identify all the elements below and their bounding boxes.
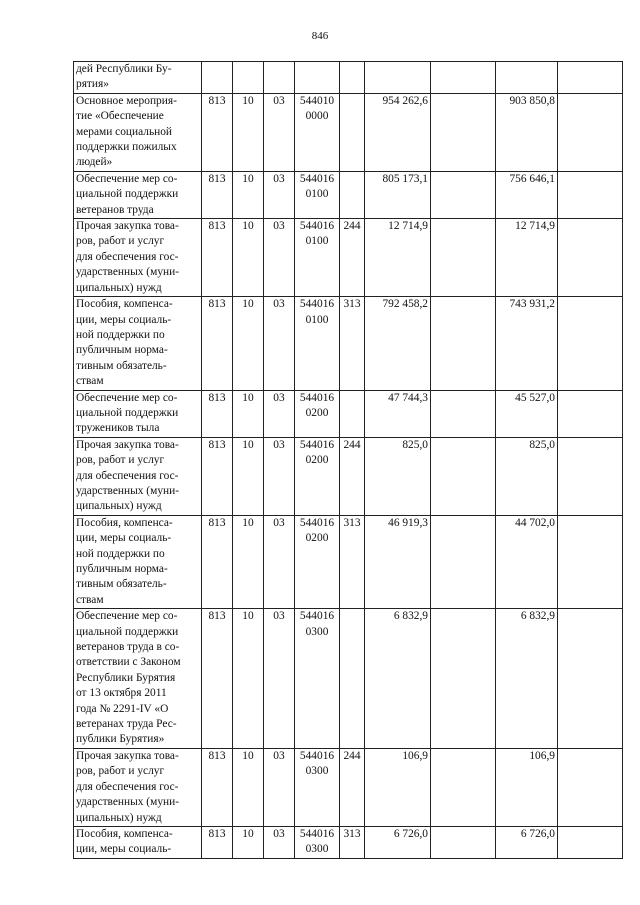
cell-gr: 813	[202, 748, 233, 826]
cell-sum-3: 106,9	[496, 748, 558, 826]
cell-pr: 03	[264, 437, 295, 515]
cell-name: Обеспечение мер со- циальной поддержки тружеников тыла	[74, 390, 202, 437]
cell-sum-1: 825,0	[365, 437, 431, 515]
cell-sum-2	[431, 219, 496, 297]
cell-sum-2	[431, 297, 496, 390]
cell-csr: 544016 0100	[295, 219, 340, 297]
cell-gr: 813	[202, 609, 233, 749]
cell-vr	[340, 171, 365, 218]
cell-name: Прочая закупка това- ров, работ и услуг для обеспечения гос- ударственных (муни- ципальных) нужд	[74, 437, 202, 515]
cell-sum-2	[431, 826, 496, 858]
table-row	[74, 826, 623, 858]
cell-rz: 10	[233, 93, 264, 171]
cell-pr: 03	[264, 826, 295, 858]
table-row	[74, 62, 623, 94]
cell-sum-2	[431, 609, 496, 749]
cell-sum-3	[496, 62, 558, 94]
table-row	[74, 219, 623, 297]
cell-csr: 544016 0300	[295, 609, 340, 749]
cell-sum-1: 792 458,2	[365, 297, 431, 390]
cell-sum-1: 46 919,3	[365, 515, 431, 608]
cell-sum-3: 44 702,0	[496, 515, 558, 608]
cell-sum-3: 903 850,8	[496, 93, 558, 171]
cell-pr	[264, 62, 295, 94]
cell-name: Прочая закупка това- ров, работ и услуг для обеспечения гос- ударственных (муни- ципальных) нужд	[74, 219, 202, 297]
cell-vr	[340, 390, 365, 437]
cell-pr: 03	[264, 390, 295, 437]
cell-sum-1	[365, 62, 431, 94]
cell-csr: 544016 0300	[295, 748, 340, 826]
cell-sum-3: 6 832,9	[496, 609, 558, 749]
cell-vr: 244	[340, 219, 365, 297]
cell-sum-1: 6 832,9	[365, 609, 431, 749]
cell-vr: 313	[340, 515, 365, 608]
table-row	[74, 171, 623, 218]
cell-sum-2	[431, 171, 496, 218]
cell-pr: 03	[264, 748, 295, 826]
cell-sum-3: 825,0	[496, 437, 558, 515]
cell-sum-1: 954 262,6	[365, 93, 431, 171]
table-row	[74, 437, 623, 515]
cell-sum-2	[431, 437, 496, 515]
cell-vr: 244	[340, 437, 365, 515]
cell-sum-2	[431, 93, 496, 171]
table-row	[74, 390, 623, 437]
cell-sum-1: 12 714,9	[365, 219, 431, 297]
table-row	[74, 297, 623, 390]
cell-sum-1: 6 726,0	[365, 826, 431, 858]
cell-vr	[340, 609, 365, 749]
cell-rz: 10	[233, 390, 264, 437]
cell-gr: 813	[202, 171, 233, 218]
table-body	[74, 62, 623, 859]
cell-sum-2	[431, 748, 496, 826]
cell-name: Пособия, компенса- ции, меры социаль- ной поддержки по публичным норма- тивным обязатель- ствам	[74, 297, 202, 390]
cell-gr: 813	[202, 437, 233, 515]
cell-empty	[558, 390, 623, 437]
cell-empty	[558, 826, 623, 858]
cell-rz	[233, 62, 264, 94]
cell-empty	[558, 609, 623, 749]
cell-sum-1: 106,9	[365, 748, 431, 826]
table-row	[74, 609, 623, 749]
cell-sum-3: 12 714,9	[496, 219, 558, 297]
cell-pr: 03	[264, 171, 295, 218]
cell-csr: 544016 0200	[295, 437, 340, 515]
cell-sum-1: 47 744,3	[365, 390, 431, 437]
cell-empty	[558, 437, 623, 515]
cell-pr: 03	[264, 219, 295, 297]
cell-gr: 813	[202, 93, 233, 171]
cell-sum-3: 756 646,1	[496, 171, 558, 218]
cell-vr	[340, 93, 365, 171]
cell-csr: 544016 0300	[295, 826, 340, 858]
cell-empty	[558, 62, 623, 94]
cell-name: Пособия, компенса- ции, меры социаль- ной поддержки по публичным норма- тивным обязатель- ствам	[74, 515, 202, 608]
cell-vr	[340, 62, 365, 94]
cell-sum-3: 6 726,0	[496, 826, 558, 858]
cell-name: Пособия, компенса- ции, меры социаль-	[74, 826, 202, 858]
cell-rz: 10	[233, 219, 264, 297]
budget-table	[73, 61, 623, 859]
cell-rz: 10	[233, 437, 264, 515]
cell-gr	[202, 62, 233, 94]
cell-csr: 544016 0200	[295, 515, 340, 608]
cell-sum-2	[431, 390, 496, 437]
cell-empty	[558, 219, 623, 297]
cell-csr: 544016 0100	[295, 171, 340, 218]
cell-empty	[558, 171, 623, 218]
table-row	[74, 748, 623, 826]
cell-empty	[558, 748, 623, 826]
page-number: 846	[311, 30, 329, 42]
cell-csr: 544016 0200	[295, 390, 340, 437]
cell-sum-3: 743 931,2	[496, 297, 558, 390]
cell-rz: 10	[233, 826, 264, 858]
table-row	[74, 93, 623, 171]
cell-name: Основное мероприя- тие «Обеспечение мерами социальной поддержки пожилых людей»	[74, 93, 202, 171]
cell-gr: 813	[202, 297, 233, 390]
cell-name: дей Республики Бу- рятия»	[74, 62, 202, 94]
cell-gr: 813	[202, 826, 233, 858]
cell-gr: 813	[202, 515, 233, 608]
cell-csr	[295, 62, 340, 94]
cell-vr: 313	[340, 297, 365, 390]
cell-gr: 813	[202, 390, 233, 437]
cell-sum-2	[431, 62, 496, 94]
cell-name: Обеспечение мер со- циальной поддержки ветеранов труда в со- ответствии с Законом Республики Бурятия от 13 октября 2011 года № 2291-IV «О ветеранах труда Рес- публики Бурятия»	[74, 609, 202, 749]
cell-vr: 244	[340, 748, 365, 826]
cell-empty	[558, 93, 623, 171]
cell-csr: 544010 0000	[295, 93, 340, 171]
cell-gr: 813	[202, 219, 233, 297]
cell-sum-2	[431, 515, 496, 608]
cell-rz: 10	[233, 297, 264, 390]
cell-sum-1: 805 173,1	[365, 171, 431, 218]
cell-pr: 03	[264, 515, 295, 608]
cell-sum-3: 45 527,0	[496, 390, 558, 437]
cell-pr: 03	[264, 93, 295, 171]
cell-vr: 313	[340, 826, 365, 858]
cell-pr: 03	[264, 297, 295, 390]
cell-rz: 10	[233, 515, 264, 608]
cell-name: Прочая закупка това- ров, работ и услуг для обеспечения гос- ударственных (муни- ципальных) нужд	[74, 748, 202, 826]
table-row	[74, 515, 623, 608]
cell-name: Обеспечение мер со- циальной поддержки ветеранов труда	[74, 171, 202, 218]
cell-empty	[558, 515, 623, 608]
cell-csr: 544016 0100	[295, 297, 340, 390]
cell-pr: 03	[264, 609, 295, 749]
cell-rz: 10	[233, 171, 264, 218]
cell-empty	[558, 297, 623, 390]
cell-rz: 10	[233, 609, 264, 749]
cell-rz: 10	[233, 748, 264, 826]
